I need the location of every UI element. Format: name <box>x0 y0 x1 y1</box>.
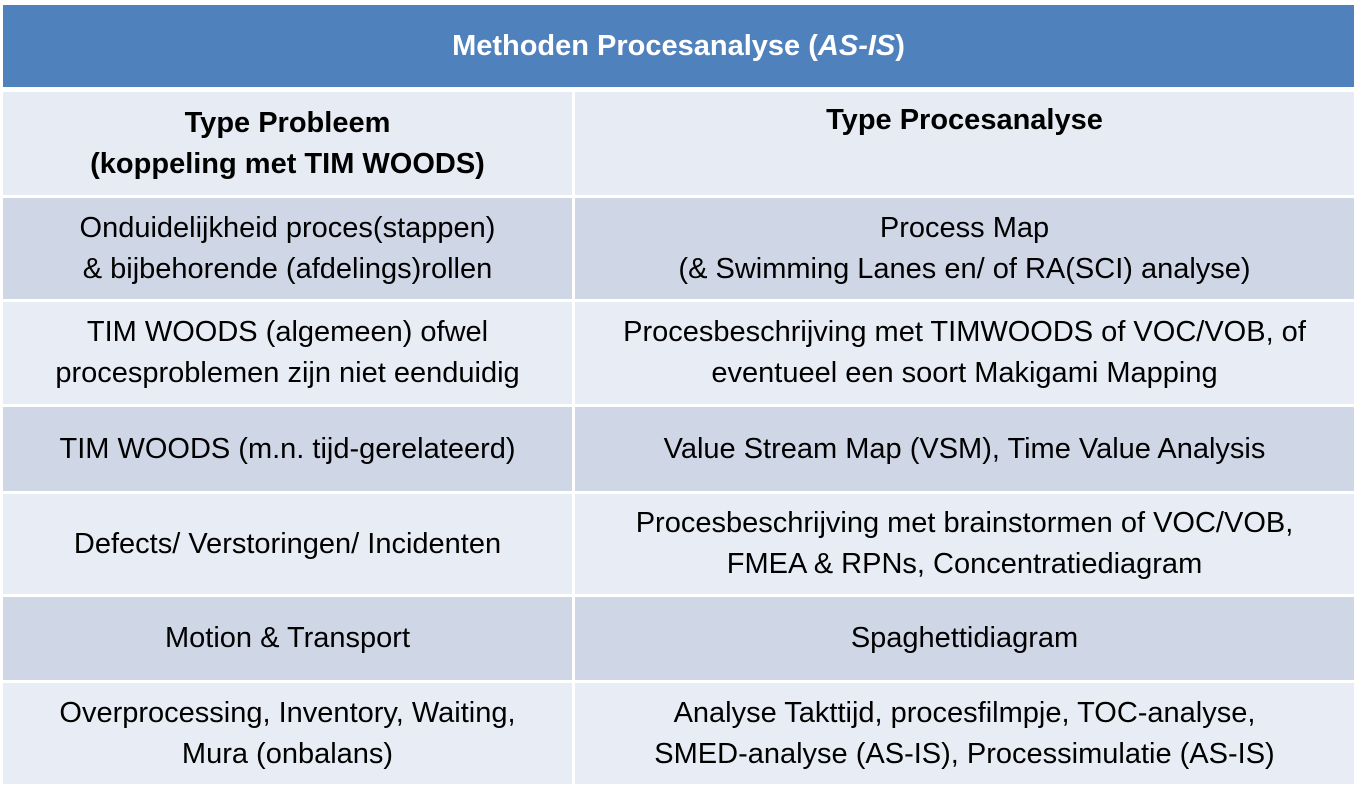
problem-line: & bijbehorende (afdelings)rollen <box>82 252 493 285</box>
analysis-line: eventueel een soort Makigami Mapping <box>711 357 1218 389</box>
methods-table <box>3 5 1354 784</box>
problem-cell <box>3 683 575 784</box>
analysis-cell <box>575 407 1354 494</box>
problem-line: TIM WOODS (algemeen) ofwel <box>86 316 489 348</box>
problem-line: procesproblemen zijn niet eenduidig <box>55 357 520 389</box>
analysis-line: Process Map <box>879 211 1050 244</box>
problem-line: Overprocessing, Inventory, Waiting, <box>59 696 516 729</box>
analysis-line: FMEA & RPNs, Concentratiediagram <box>726 548 1203 580</box>
analysis-line: SMED-analyse (AS-IS), Processimulatie (AS-IS) <box>654 737 1275 770</box>
table-row <box>3 407 1354 494</box>
problem-line: Mura (onbalans) <box>181 737 394 770</box>
analysis-line: Analyse Takttijd, procesfilmpje, TOC-analyse, <box>673 696 1256 729</box>
analysis-line: (& Swimming Lanes en/ of RA(SCI) analyse) <box>678 252 1251 285</box>
analysis-line: Value Stream Map (VSM), Time Value Analysis <box>663 432 1266 465</box>
table-row <box>3 597 1354 683</box>
problem-line: Motion & Transport <box>165 622 410 654</box>
header-problem-line2: (koppeling met TIM WOODS) <box>90 147 485 180</box>
problem-line: Onduidelijkheid proces(stappen) <box>79 211 496 244</box>
table-title-close: ) <box>895 29 905 62</box>
header-row <box>3 92 1354 198</box>
analysis-line: Spaghettidiagram <box>850 622 1079 654</box>
header-analysis-text: Type Procesanalyse <box>826 104 1103 136</box>
problem-cell <box>3 597 575 683</box>
header-problem <box>3 92 575 198</box>
table-row <box>3 198 1354 302</box>
analysis-cell <box>575 597 1354 683</box>
table-title-text: Methoden Procesanalyse ( <box>452 29 818 62</box>
table-title-italic: AS-IS <box>817 29 896 62</box>
analysis-cell <box>575 494 1354 597</box>
problem-line: Defects/ Verstoringen/ Incidenten <box>73 527 502 560</box>
problem-line: TIM WOODS (m.n. tijd-gerelateerd) <box>59 432 516 465</box>
problem-cell <box>3 407 575 494</box>
analysis-line: Procesbeschrijving met brainstormen of VOC/VOB, <box>635 507 1294 539</box>
header-problem-line1: Type Probleem <box>184 106 391 139</box>
analysis-line: Procesbeschrijving met TIMWOODS of VOC/VOB, of <box>623 316 1306 348</box>
header-analysis <box>575 92 1354 198</box>
analysis-cell <box>575 198 1354 302</box>
table-row <box>3 683 1354 784</box>
problem-cell <box>3 302 575 407</box>
table-row <box>3 494 1354 597</box>
analysis-cell <box>575 683 1354 784</box>
problem-cell <box>3 198 575 302</box>
problem-cell <box>3 494 575 597</box>
analysis-cell <box>575 302 1354 407</box>
table-title <box>3 5 1354 92</box>
table-row <box>3 302 1354 407</box>
